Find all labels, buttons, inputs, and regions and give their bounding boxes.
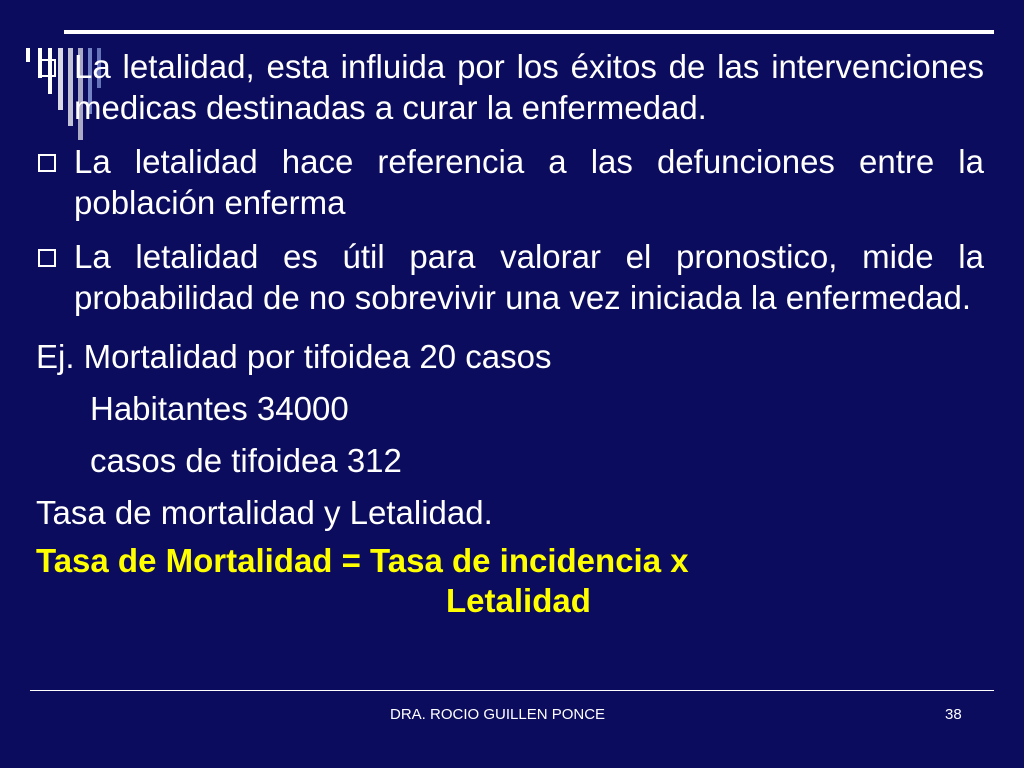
square-bullet-icon bbox=[38, 249, 56, 267]
bullet-item bbox=[36, 46, 984, 128]
top-divider bbox=[64, 30, 994, 34]
bullet-item bbox=[36, 141, 984, 223]
formula-line: Letalidad bbox=[446, 582, 591, 619]
example-line: Ej. Mortalidad por tifoidea 20 casos bbox=[36, 338, 552, 375]
slide-content bbox=[36, 46, 984, 621]
square-bullet-icon bbox=[38, 59, 56, 77]
example-population: Habitantes 34000 bbox=[90, 390, 349, 427]
formula-line: Tasa de Mortalidad = Tasa de incidencia x bbox=[36, 542, 689, 579]
bullet-text: La letalidad es útil para valorar el pronostico, mide la probabilidad de no sobrevivir una vez iniciada la enfermedad. bbox=[74, 238, 984, 316]
slide-number: 38 bbox=[945, 706, 962, 723]
bullet-text: La letalidad, esta influida por los éxitos de las intervenciones medicas destinadas a curar la enfermedad. bbox=[74, 48, 984, 126]
example-cases: casos de tifoidea 312 bbox=[90, 442, 402, 479]
bullet-item bbox=[36, 236, 984, 318]
bullet-text: La letalidad hace referencia a las defunciones entre la población enferma bbox=[74, 143, 984, 221]
footer-divider bbox=[30, 690, 994, 691]
formula bbox=[36, 541, 984, 621]
example-question: Tasa de mortalidad y Letalidad. bbox=[36, 494, 493, 531]
square-bullet-icon bbox=[38, 154, 56, 172]
footer-author: DRA. ROCIO GUILLEN PONCE bbox=[390, 706, 606, 723]
